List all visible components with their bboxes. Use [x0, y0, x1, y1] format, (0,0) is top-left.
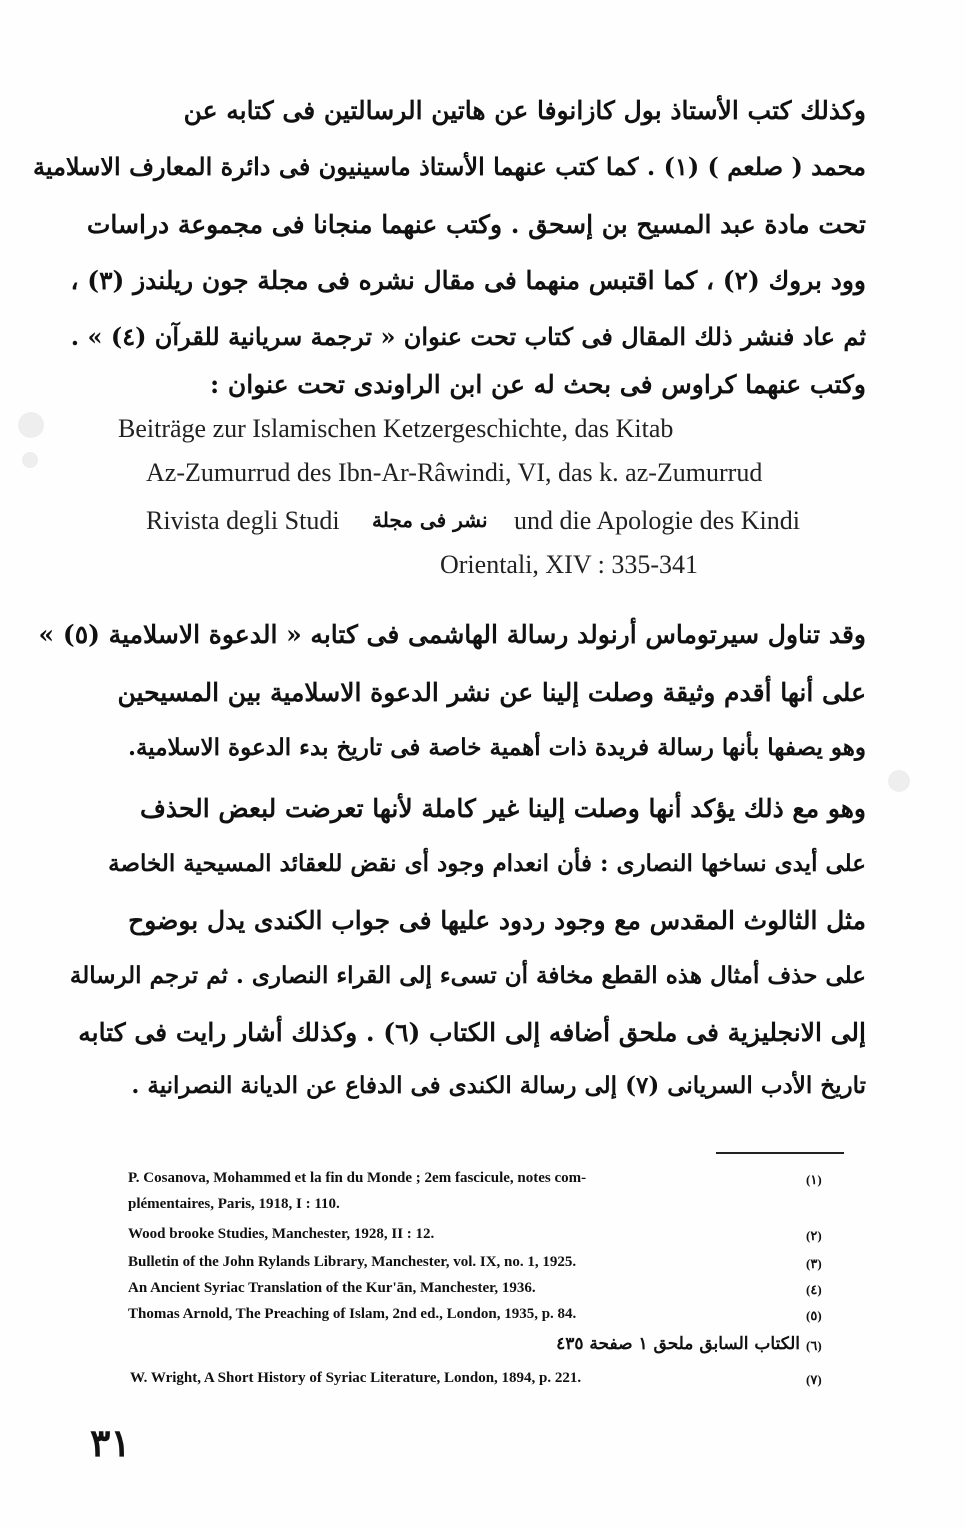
p1-line: وكذلك كتب الأستاذ بول كازانوفا عن هاتين الرسالتين فى كتابه عن	[183, 96, 866, 125]
p1-line: وكتب عنهما كراوس فى بحث له عن ابن الراوندى تحت عنوان :	[209, 370, 866, 399]
footnote-separator	[716, 1152, 844, 1154]
p2-line: مثل الثالوث المقدس مع وجود ردود عليها فى جواب الكندى يدل بوضوح	[128, 906, 866, 935]
p2-line: على أيدى نساخها النصارى : فأن انعدام وجود أى نقض للعقائد المسيحية الخاصة	[108, 850, 866, 877]
citation-line-4: Orientali, XIV : 335-341	[440, 550, 699, 579]
citation-line-2: Az-Zumurrud des Ibn-Ar-Râwindi, VI, das k. az-Zumurrud	[146, 458, 763, 487]
footnote-mark: (٤)	[806, 1282, 822, 1297]
p1-line: ثم عاد فنشر ذلك المقال فى كتاب تحت عنوان « ترجمة سريانية للقرآن (٤) » .	[70, 322, 866, 351]
footnote-mark: (٢)	[806, 1228, 822, 1243]
p2-line: وقد تناول سيرتوماس أرنولد رسالة الهاشمى فى كتابه « الدعوة الاسلامية (٥) »	[38, 620, 866, 649]
citation-line-3-arabic: نشر فى مجلة	[372, 508, 488, 532]
footnote-text-cont: plémentaires, Paris, 1918, I : 110.	[128, 1196, 340, 1212]
footnote-mark: (٦)	[806, 1338, 822, 1353]
footnote-mark: (٧)	[806, 1372, 822, 1387]
citation-line-3-left: Rivista degli Studi	[146, 506, 340, 535]
scan-speck	[18, 412, 44, 438]
footnote-text: Bulletin of the John Rylands Library, Manchester, vol. IX, no. 1, 1925.	[128, 1254, 577, 1270]
footnote-mark: (٣)	[806, 1256, 822, 1271]
scan-speck	[22, 452, 38, 468]
footnote-text: W. Wright, A Short History of Syriac Literature, London, 1894, p. 221.	[130, 1370, 582, 1386]
footnote-text: An Ancient Syriac Translation of the Kur'ān, Manchester, 1936.	[128, 1280, 536, 1296]
footnote-text-arabic: الكتاب السابق ملحق ١ صفحة ٤٣٥	[556, 1334, 800, 1354]
p2-line: على أنها أقدم وثيقة وصلت إلينا عن نشر الدعوة الاسلامية بين المسيحين	[117, 678, 866, 707]
footnote-mark: (١)	[806, 1172, 822, 1187]
p1-line: وود بروك (٢) ، كما اقتبس منهما فى مقال نشره فى مجلة جون ريلندز (٣) ،	[70, 266, 866, 295]
p2-line: وهو مع ذلك يؤكد أنها وصلت إلينا غير كاملة لأنها تعرضت لبعض الحذف	[139, 794, 866, 823]
p1-line: تحت مادة عبد المسيح بن إسحق . وكتب عنهما منجانا فى مجموعة دراسات	[86, 210, 866, 239]
scan-speck	[888, 770, 910, 792]
p1-line: محمد ( صلعم ) (١) . كما كتب عنهما الأستاذ ماسينيون فى دائرة المعارف الاسلامية	[32, 152, 866, 181]
p2-line: تاريخ الأدب السريانى (٧) إلى رسالة الكندى فى الدفاع عن الديانة النصرانية .	[131, 1072, 866, 1099]
page-number: ٣١	[90, 1420, 131, 1465]
footnote-mark: (٥)	[806, 1308, 822, 1323]
citation-line-1: Beiträge zur Islamischen Ketzergeschichte, das Kitab	[118, 414, 674, 443]
footnote-text: Wood brooke Studies, Manchester, 1928, II : 12.	[128, 1226, 435, 1242]
footnote-text: Thomas Arnold, The Preaching of Islam, 2nd ed., London, 1935, p. 84.	[128, 1306, 577, 1322]
p2-line: إلى الانجليزية فى ملحق أضافه إلى الكتاب (٦) . وكذلك أشار رايت فى كتابه	[78, 1018, 866, 1047]
footnote-text: P. Cosanova, Mohammed et la fin du Monde ; 2em fascicule, notes com-	[128, 1170, 587, 1186]
p2-line: وهو يصفها بأنها رسالة فريدة ذات أهمية خاصة فى تاريخ بدء الدعوة الاسلامية.	[127, 734, 866, 761]
citation-line-3-right: und die Apologie des Kindi	[514, 506, 800, 535]
p2-line: على حذف أمثال هذه القطع مخافة أن تسىء إلى القراء النصارى . ثم ترجم الرسالة	[69, 962, 866, 989]
